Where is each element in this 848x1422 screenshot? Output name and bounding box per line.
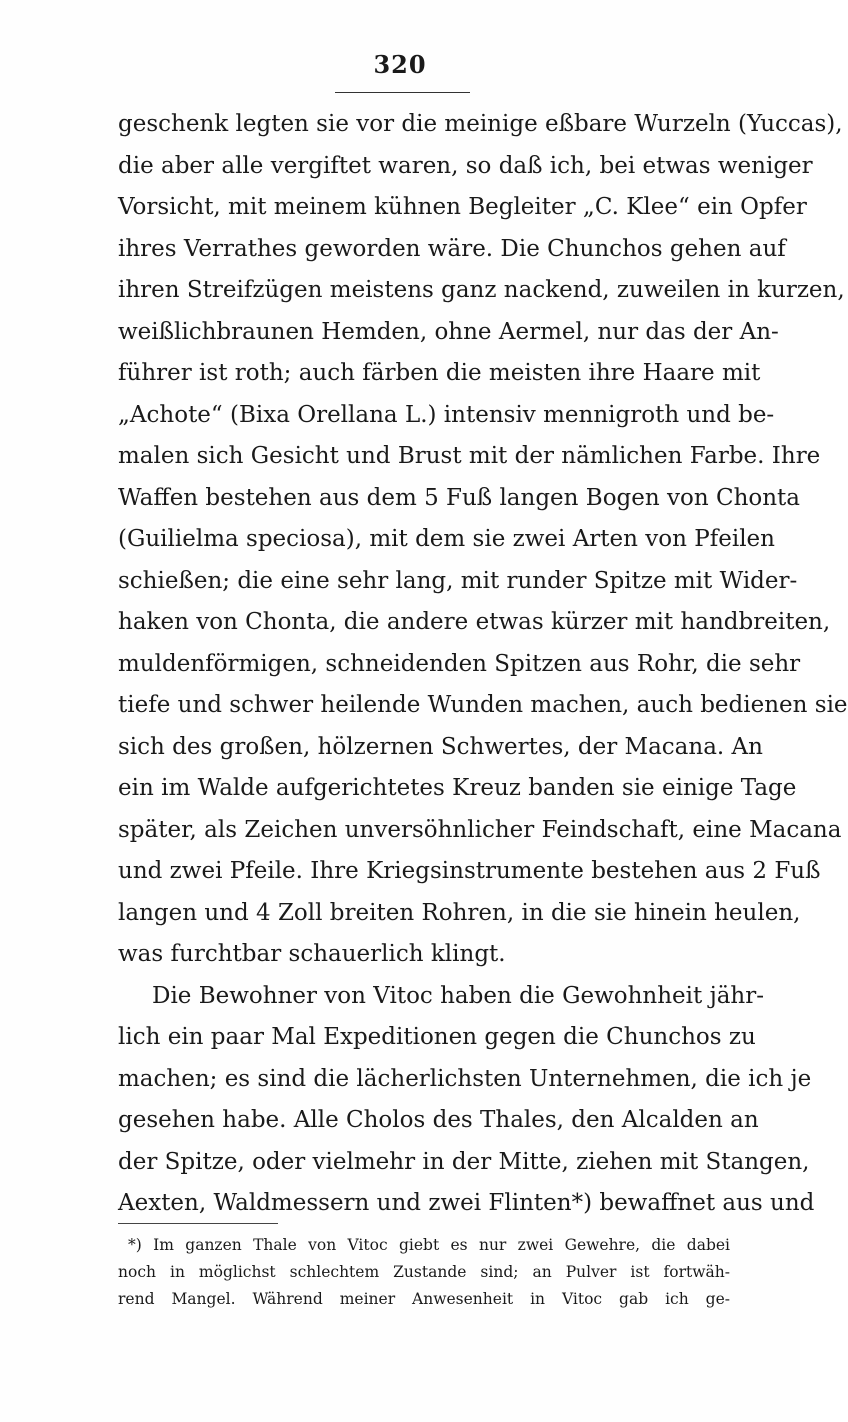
footnote-line: noch in möglichst schlechtem Zustande sind; an Pulver ist fortwäh-	[118, 1263, 730, 1281]
footnote-line: rend Mangel. Während meiner Anwesenheit in Vitoc gab ich ge-	[118, 1290, 730, 1308]
text-line: und zwei Pfeile. Ihre Kriegsinstrumente bestehen aus 2 Fuß	[118, 858, 821, 884]
text-line: haken von Chonta, die andere etwas kürzer mit handbreiten,	[118, 609, 831, 635]
text-line: weißlichbraunen Hemden, ohne Aermel, nur das der An-	[118, 318, 779, 345]
text-line: lich ein paar Mal Expeditionen gegen die Chunchos zu	[118, 1024, 756, 1050]
text-line: „Achote“ (Bixa Orellana L.) intensiv mennigroth und be-	[118, 401, 775, 428]
text-line: Aexten, Waldmessern und zwei Flinten*) bewaffnet aus und	[118, 1190, 815, 1216]
text-line: ihren Streifzügen meistens ganz nackend, zuweilen in kurzen,	[118, 277, 845, 303]
text-line: langen und 4 Zoll breiten Rohren, in die sie hinein heulen,	[118, 899, 801, 926]
footnote-line: *) Im ganzen Thale von Vitoc giebt es nur zwei Gewehre, die dabei	[128, 1236, 730, 1254]
page-number: 320	[373, 50, 427, 79]
header-rule	[335, 92, 470, 93]
text-line: ein im Walde aufgerichtetes Kreuz banden sie einige Tage	[118, 775, 797, 801]
text-line: malen sich Gesicht und Brust mit der nämlichen Farbe. Ihre	[118, 443, 821, 469]
footnote-rule	[118, 1223, 278, 1224]
text-line: führer ist roth; auch färben die meisten ihre Haare mit	[118, 360, 761, 386]
text-line: später, als Zeichen unversöhnlicher Feindschaft, eine Macana	[118, 816, 842, 843]
paragraph-end-line: was furchtbar schauerlich klingt.	[118, 941, 506, 967]
text-line: gesehen habe. Alle Cholos des Thales, den Alcalden an	[118, 1107, 759, 1133]
paragraph-start-line: Die Bewohner von Vitoc haben die Gewohnheit jähr-	[152, 982, 765, 1009]
text-line: Waffen bestehen aus dem 5 Fuß langen Bogen von Chonta	[118, 484, 800, 511]
text-line: machen; es sind die lächerlichsten Unternehmen, die ich je	[118, 1065, 812, 1092]
text-line: muldenförmigen, schneidenden Spitzen aus Rohr, die sehr	[118, 650, 801, 677]
text-line: ihres Verrathes geworden wäre. Die Chunchos gehen auf	[118, 235, 786, 262]
text-line: der Spitze, oder vielmehr in der Mitte, ziehen mit Stangen,	[118, 1148, 810, 1175]
text-line: tiefe und schwer heilende Wunden machen, auch bedienen sie	[118, 692, 848, 718]
text-line: die aber alle vergiftet waren, so daß ich, bei etwas weniger	[118, 152, 813, 179]
text-line: Vorsicht, mit meinem kühnen Begleiter „C. Klee“ ein Opfer	[118, 194, 807, 220]
body-text	[118, 104, 848, 1225]
footnote	[118, 1232, 730, 1313]
text-line: schießen; die eine sehr lang, mit runder Spitze mit Wider-	[118, 567, 798, 594]
text-line: geschenk legten sie vor die meinige eßbare Wurzeln (Yuccas),	[118, 111, 843, 137]
text-line: (Guilielma speciosa), mit dem sie zwei Arten von Pfeilen	[118, 526, 775, 552]
text-line: sich des großen, hölzernen Schwertes, der Macana. An	[118, 733, 763, 760]
